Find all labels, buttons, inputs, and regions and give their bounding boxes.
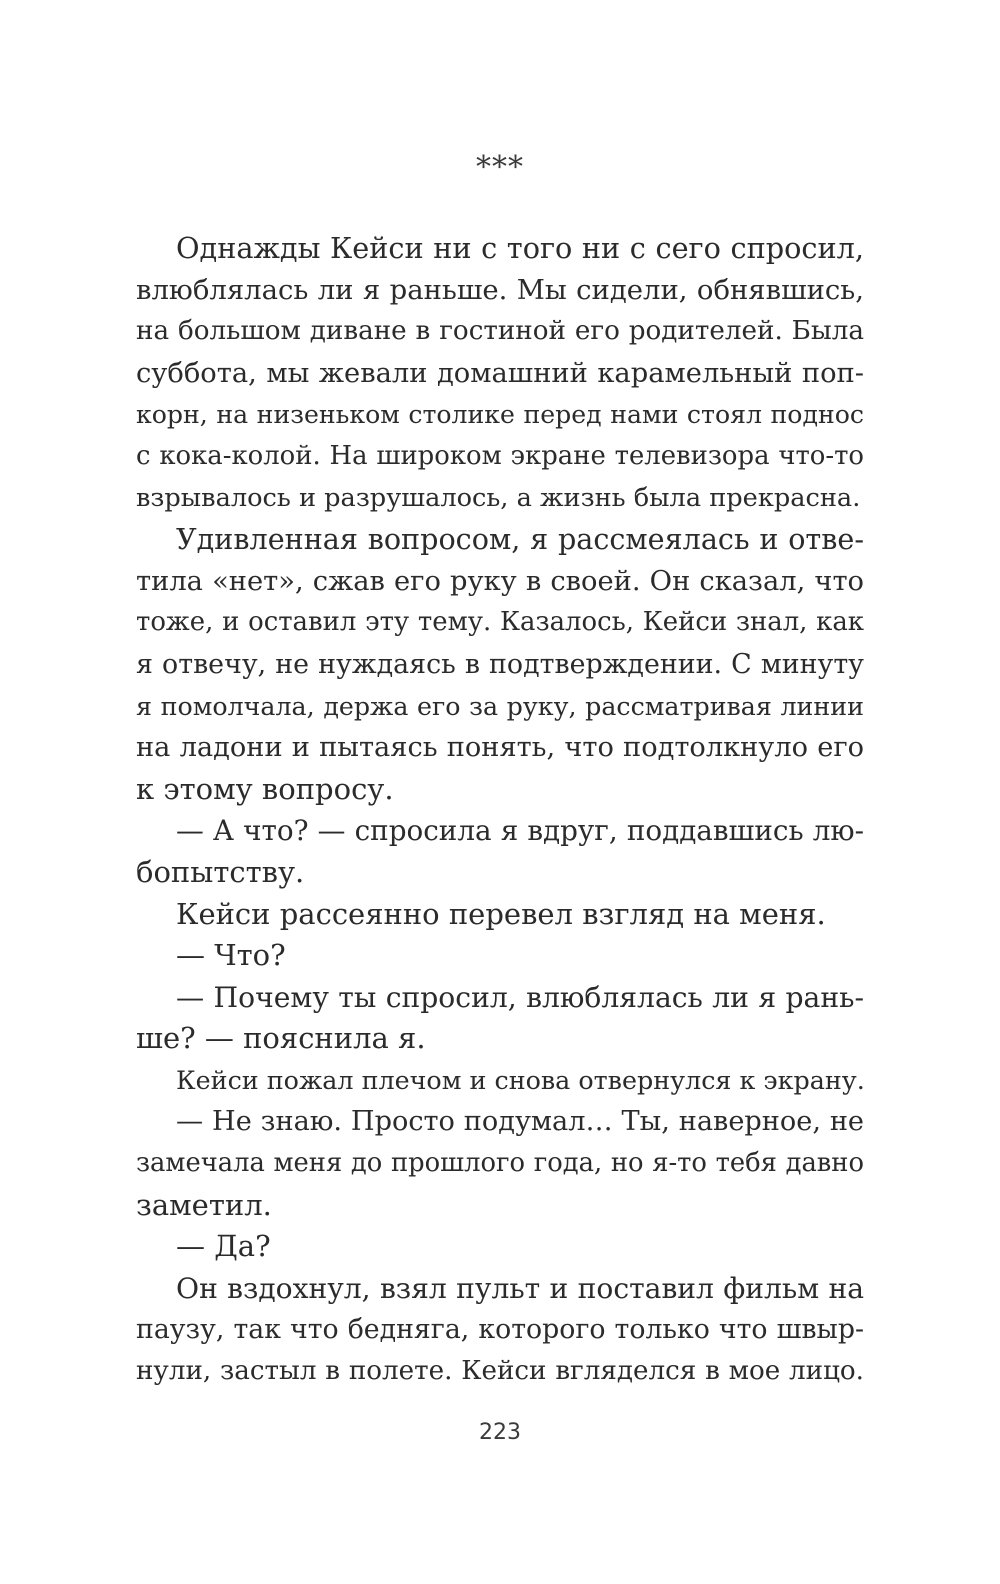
page-number: 223 (479, 1420, 521, 1445)
text-line: с кока-колой. На широком экране телевизора что-то (136, 440, 864, 471)
text-line: я отвечу, не нуждаясь в подтверждении. С минуту (136, 648, 864, 680)
text-line: — А что? — спросила я вдруг, поддавшись лю- (176, 814, 864, 848)
text-line: Однажды Кейси ни с того ни с сего спросил, (176, 231, 864, 265)
text-line: я помолчала, держа его за руку, рассматривая линии (136, 691, 864, 721)
text-line: влюблялась ли я раньше. Мы сидели, обнявшись, (136, 273, 864, 306)
text-line: Кейси пожал плечом и снова отвернулся к экрану. (176, 1064, 865, 1095)
text-line: суббота, мы жевали домашний карамельный поп- (136, 357, 864, 389)
text-line: тоже, и оставил эту тему. Казалось, Кейси знал, как (136, 607, 864, 638)
text-line: нули, застыл в полете. Кейси вгляделся в мое лицо. (136, 1356, 864, 1387)
text-line: к этому вопросу. (136, 771, 394, 806)
text-line: заметил. (136, 1187, 272, 1222)
text-line: — Да? (176, 1229, 271, 1264)
text-line: — Что? (176, 938, 286, 973)
section-separator: *** (476, 150, 524, 185)
body-text (136, 228, 864, 1393)
text-line: бопытству. (136, 854, 305, 889)
text-line: — Почему ты спросил, влюблялась ли я рань- (176, 980, 864, 1014)
text-line: паузу, так что бедняга, которого только что швыр- (136, 1314, 864, 1346)
text-line: Он вздохнул, взял пульт и поставил фильм на (176, 1271, 864, 1305)
text-line: ше? — пояснила я. (136, 1021, 426, 1056)
text-line: взрывалось и разрушалось, а жизнь была прекрасна. (136, 482, 861, 513)
text-line: Кейси рассеянно перевел взгляд на меня. (176, 896, 826, 931)
text-line: замечала меня до прошлого года, но я-то тебя давно (136, 1148, 864, 1179)
text-line: корн, на низеньком столике перед нами стоял поднос (136, 400, 864, 430)
text-line: Удивленная вопросом, я рассмеялась и отве- (176, 522, 864, 557)
text-line: — Не знаю. Просто подумал… Ты, наверное, не (176, 1106, 864, 1138)
text-line: тила «нет», сжав его руку в своей. Он сказал, что (136, 565, 864, 597)
text-line: на большом диване в гостиной его родителей. Была (136, 316, 864, 347)
text-line: на ладони и пытаясь понять, что подтолкнуло его (136, 732, 864, 764)
